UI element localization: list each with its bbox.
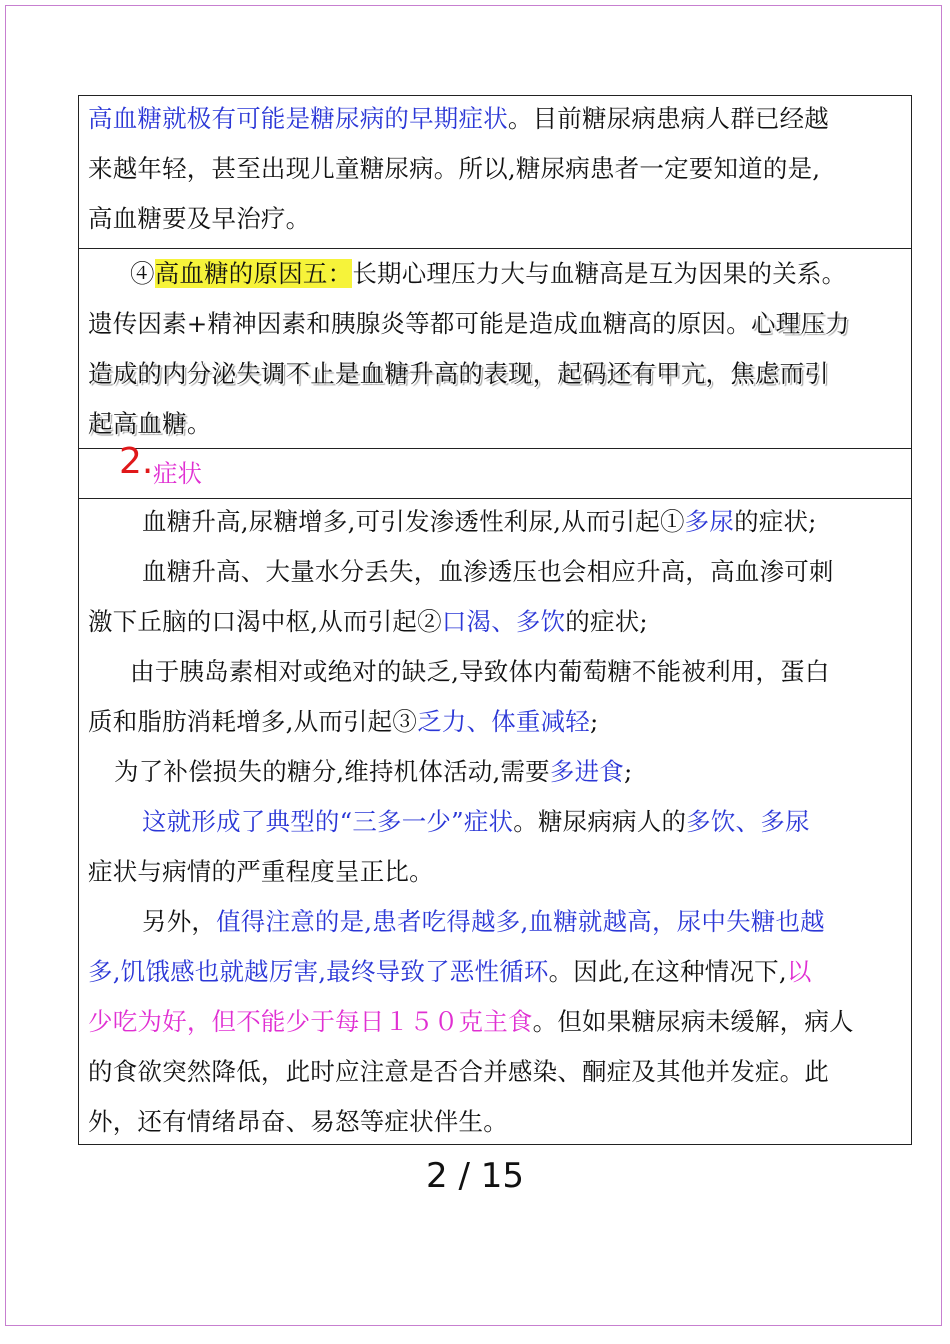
blue-text: 多尿 bbox=[684, 507, 735, 536]
blue-text: 口渴、多饮 bbox=[441, 607, 566, 636]
blue-text: 值得注意的是,患者吃得越多,血糖就越高，尿中失糖也越 bbox=[216, 907, 825, 936]
text-span: 。因此,在这种情况下, bbox=[548, 957, 787, 986]
highlighted-text: 高血糖就极有可能是糖尿病的早期症状 bbox=[88, 104, 508, 133]
text-line: 外，还有情绪昂奋、易怒等症状伴生。 bbox=[88, 1107, 508, 1136]
text-span: 长期心理压力大与血糖高是互为因果的关系。 bbox=[352, 259, 847, 288]
text-span: 。目前糖尿病患病人群已经越 bbox=[507, 104, 830, 133]
blue-text: 多,饥饿感也就越厉害,最终导致了恶性循环 bbox=[88, 957, 549, 986]
pink-text: 以 bbox=[786, 957, 812, 986]
text-span: 。糖尿病病人的 bbox=[513, 807, 687, 836]
text-span: 。但如果糖尿病未缓解，病人 bbox=[532, 1007, 854, 1036]
pink-text: 但不能少于每日１５０克主食 bbox=[211, 1007, 533, 1036]
table-row-2 bbox=[79, 249, 911, 449]
text-line: 由于胰岛素相对或绝对的缺乏,导致体内葡萄糖不能被利用，蛋白 bbox=[130, 657, 830, 686]
text-span: 的症状; bbox=[565, 607, 648, 636]
text-span: ; bbox=[623, 757, 633, 786]
circled-number: ④ bbox=[130, 259, 155, 288]
shadow-text: 心理压力 bbox=[750, 309, 850, 338]
text-line bbox=[88, 597, 902, 647]
content-table bbox=[78, 95, 912, 1145]
page-indicator: 2 / 15 bbox=[426, 1156, 524, 1196]
text-span: 另外， bbox=[142, 907, 217, 936]
blue-text: 多进食 bbox=[549, 757, 624, 786]
text-span: 。 bbox=[186, 409, 212, 438]
text-line bbox=[88, 897, 902, 947]
text-line bbox=[88, 299, 902, 349]
table-row-1 bbox=[79, 94, 911, 249]
section-title: 症状 bbox=[153, 459, 202, 488]
blue-text: 乏力、体重减轻 bbox=[417, 707, 590, 736]
pink-text: 少吃为好 bbox=[88, 1007, 187, 1036]
text-line: 高血糖要及早治疗。 bbox=[88, 204, 311, 233]
text-span: 为了补偿损失的糖分,维持机体活动,需要 bbox=[114, 757, 550, 786]
text-span: 遗传因素+精神因素和胰腺炎等都可能是造成血糖高的原因。 bbox=[88, 309, 751, 338]
text-span: 质和脂肪消耗增多,从而引起③ bbox=[88, 707, 418, 736]
shadow-text-line: 造成的内分泌失调不止是血糖升高的表现，起码还有甲亢，焦虑而引 bbox=[88, 359, 829, 388]
text-line bbox=[88, 399, 902, 449]
text-line bbox=[88, 997, 902, 1047]
text-line bbox=[88, 497, 902, 547]
text-span: 血糖升高,尿糖增多,可引发渗透性利尿,从而引起① bbox=[142, 507, 685, 536]
text-line bbox=[88, 747, 902, 797]
text-span: 的症状; bbox=[734, 507, 817, 536]
text-line bbox=[88, 697, 902, 747]
text-line bbox=[88, 947, 902, 997]
text-line bbox=[88, 249, 902, 299]
text-line bbox=[88, 94, 902, 144]
text-span: 激下丘脑的口渴中枢,从而引起② bbox=[88, 607, 442, 636]
pink-text: ， bbox=[186, 1007, 212, 1036]
shadow-text: 起高血糖 bbox=[88, 409, 187, 438]
text-line: 症状与病情的严重程度呈正比。 bbox=[88, 857, 434, 886]
text-line: 来越年轻，甚至出现儿童糖尿病。所以,糖尿病患者一定要知道的是, bbox=[88, 154, 821, 183]
yellow-highlight: 高血糖的原因五： bbox=[154, 259, 353, 288]
text-span: ; bbox=[590, 707, 599, 736]
text-line: 血糖升高、大量水分丢失，血渗透压也会相应升高，高血渗可刺 bbox=[142, 557, 834, 586]
blue-text: 这就形成了典型的“三多一少”症状 bbox=[142, 807, 514, 836]
text-line: 的食欲突然降低，此时应注意是否合并感染、酮症及其他并发症。此 bbox=[88, 1057, 829, 1086]
section-heading-row bbox=[79, 441, 911, 499]
blue-text: 多饮、多尿 bbox=[686, 807, 810, 836]
table-row-3 bbox=[79, 497, 911, 1145]
section-number: 2. bbox=[119, 441, 154, 482]
text-line bbox=[88, 797, 902, 847]
